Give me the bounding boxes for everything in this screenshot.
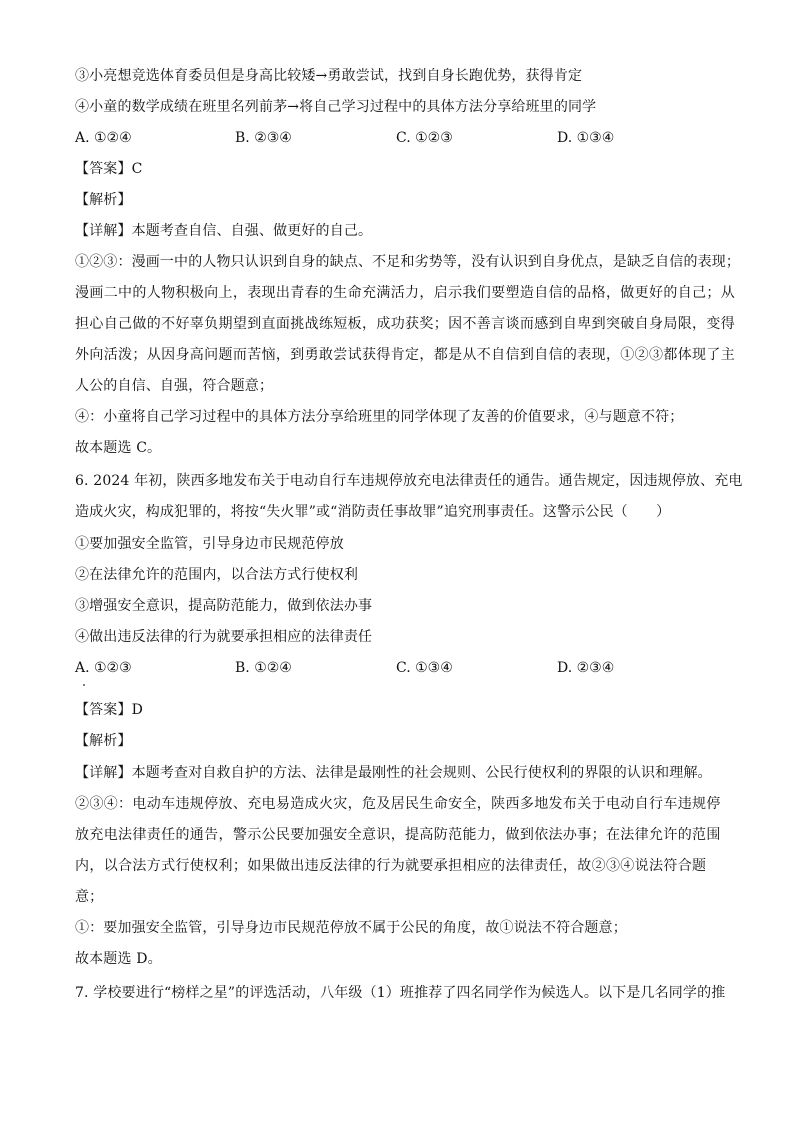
- q6-stem-line: 造成火灾，构成犯罪的，将按“失火罪”或“消防责任事故罪”追究刑事责任。这警示公民（ ）: [75, 504, 671, 520]
- q5-option-c: C. ①②③: [396, 130, 453, 146]
- q5-detail-line: 漫画二中的人物积极向上，表现出青春的生命充满活力，启示我们要塑造自信的品格，做更好的自己；从: [75, 285, 736, 301]
- q6-option-c: C. ①③④: [396, 660, 453, 676]
- q7-stem-line: 7. 学校要进行“榜样之星”的评选活动，八年级（1）班推荐了四名同学作为候选人。以下是几名同学的推: [75, 985, 726, 1001]
- stray-dot: [83, 684, 85, 686]
- q6-detail-line: 【详解】本题考查对自救自护的方法、法律是最刚性的社会规则、公民行使权利的界限的认识和理解。: [75, 765, 712, 781]
- q6-options: [75, 658, 715, 678]
- q5-detail-line: ④：小童将自己学习过程中的具体方法分享给班里的同学体现了友善的价值要求，④与题意不符；: [75, 409, 684, 425]
- q6-item-1: ①要加强安全监管，引导身边市民规范停放: [75, 536, 344, 552]
- q5-options: [75, 128, 715, 148]
- q5-option-b: B. ②③④: [235, 130, 292, 146]
- q6-detail-line: ②③④：电动车违规停放、充电易造成火灾，危及居民生命安全，陕西多地发布关于电动自行车违规停: [75, 796, 721, 812]
- q5-item-4: ④小童的数学成绩在班里名列前茅→将自己学习过程中的具体方法分享给班里的同学: [75, 99, 597, 115]
- q6-item-2: ②在法律允许的范围内，以合法方式行使权利: [75, 567, 358, 583]
- q6-stem-line: 6. 2024 年初，陕西多地发布关于电动自行车违规停放充电法律责任的通告。通告规定，因违规停放、充电: [75, 473, 743, 489]
- q6-detail-line: 内，以合法方式行使权利；如果做出违反法律的行为就要承担相应的法律责任，故②③④说法符合题: [75, 858, 707, 874]
- q5-item-3: ③小亮想竞选体育委员但是身高比较矮→勇敢尝试，找到自身长跑优势，获得肯定: [75, 68, 583, 84]
- q6-analysis-label: 【解析】: [75, 733, 132, 749]
- q5-detail-line: 外向活泼；从因身高问题而苦恼，到勇敢尝试获得肯定，都是从不自信到自信的表现，①②③都体现了主: [75, 347, 736, 363]
- q6-detail-line: 故本题选 D。: [75, 951, 162, 967]
- q5-detail-line: 人公的自信、自强，符合题意；: [75, 378, 274, 394]
- q6-detail-line: 意；: [75, 889, 104, 905]
- q6-detail-line: ①：要加强安全监管，引导身边市民规范停放不属于公民的角度，故①说法不符合题意；: [75, 920, 627, 936]
- q5-analysis-label: 【解析】: [75, 192, 132, 208]
- q6-detail-line: 放充电法律责任的通告，警示公民要加强安全意识，提高防范能力，做到依法办事；在法律允许的范围: [75, 827, 721, 843]
- q5-detail-line: 【详解】本题考查自信、自强、做更好的自己。: [75, 223, 373, 239]
- q5-detail-line: 故本题选 C。: [75, 440, 162, 456]
- q5-answer: 【答案】C: [75, 161, 143, 177]
- q5-detail-line: 担心自己做的不好辜负期望到直面挑战练短板，成功获奖；因不善言谈而感到自卑到突破自身局限，变得: [75, 316, 736, 332]
- q5-option-a: A. ①②④: [75, 130, 132, 146]
- q6-answer: 【答案】D: [75, 702, 143, 718]
- q5-option-d: D. ①③④: [557, 130, 615, 146]
- q6-item-3: ③增强安全意识，提高防范能力，做到依法办事: [75, 598, 373, 614]
- q6-option-b: B. ①②④: [235, 660, 292, 676]
- q6-option-d: D. ②③④: [557, 660, 615, 676]
- q6-item-4: ④做出违反法律的行为就要承担相应的法律责任: [75, 629, 373, 645]
- q5-detail-line: ①②③：漫画一中的人物只认识到自身的缺点、不足和劣势等，没有认识到自身优点，是缺乏自信的表现；: [75, 254, 741, 270]
- q6-option-a: A. ①②③: [75, 660, 132, 676]
